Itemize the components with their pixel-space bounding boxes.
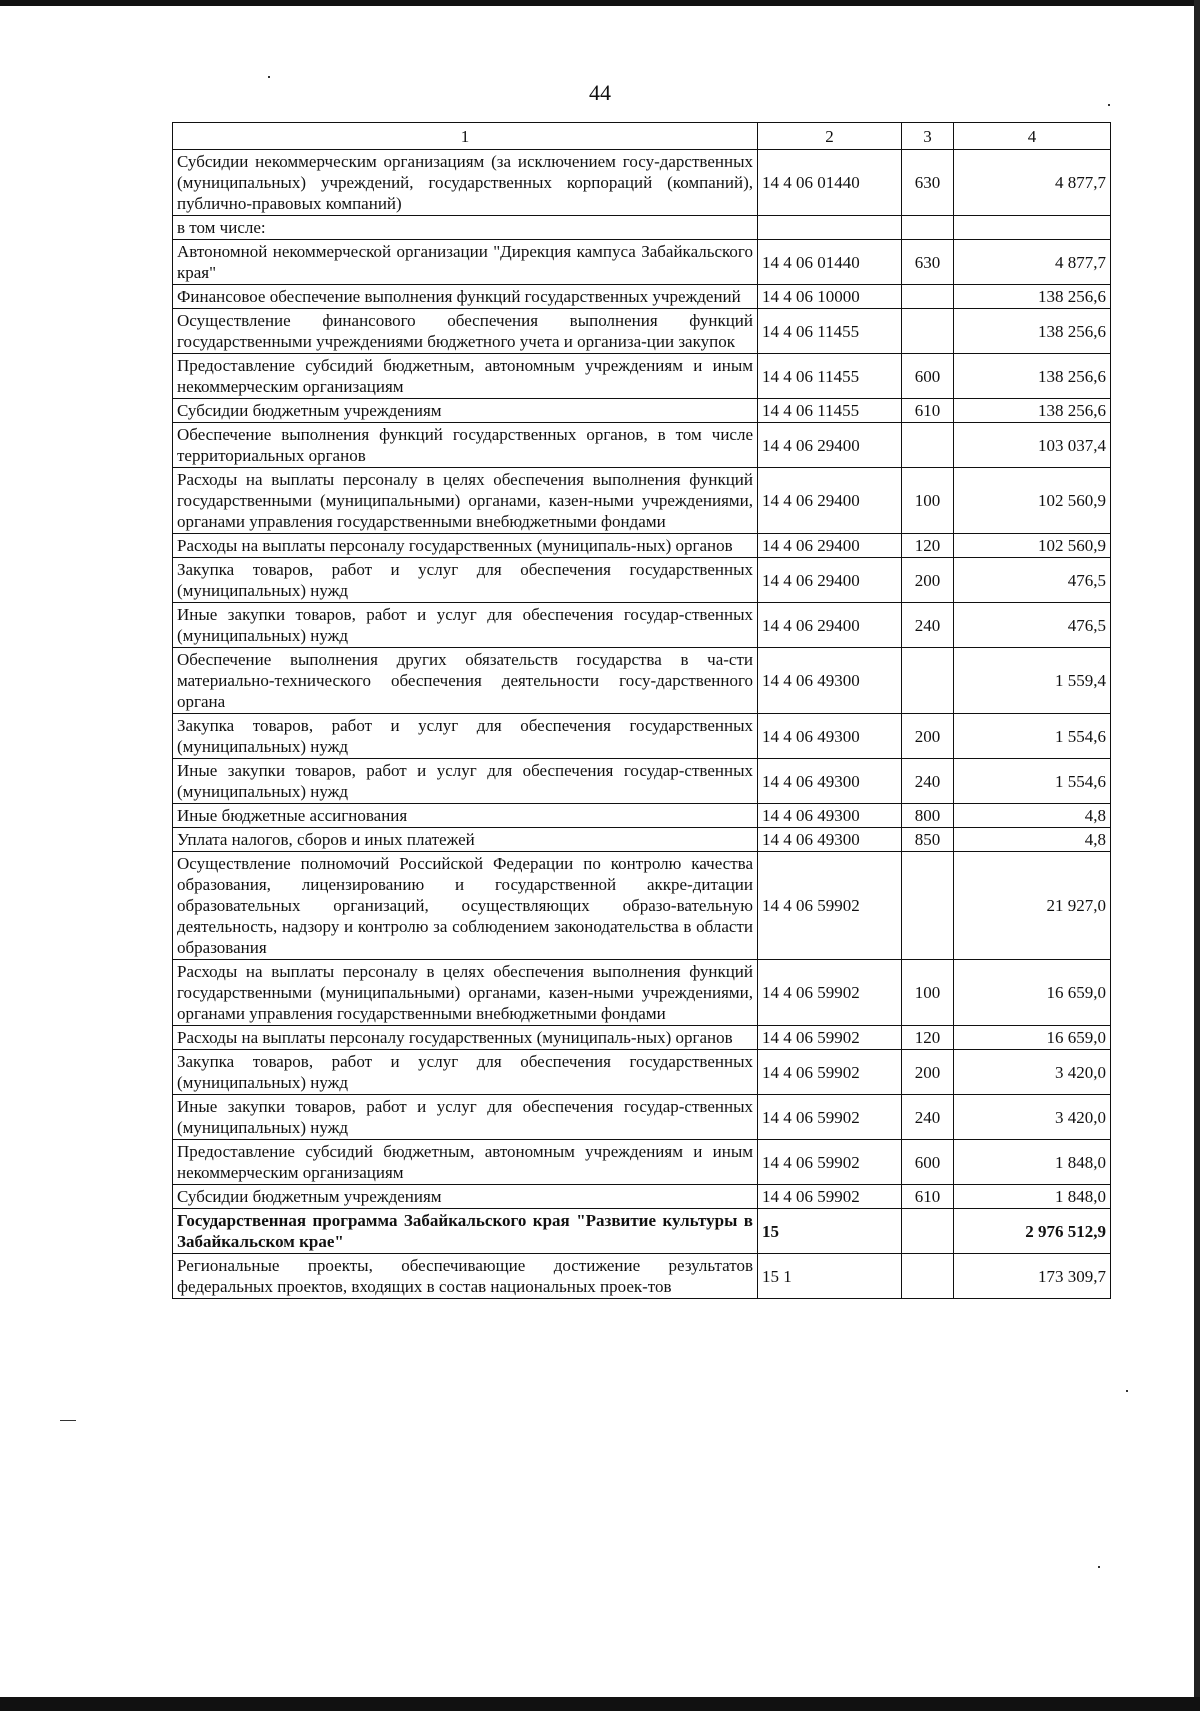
table-row bbox=[173, 852, 1111, 960]
table-row bbox=[173, 804, 1111, 828]
cell-name: Предоставление субсидий бюджетным, автономным учреждениям и иным некоммерческим организациям bbox=[173, 1140, 758, 1185]
column-header-name: 1 bbox=[173, 123, 758, 150]
table-row bbox=[173, 648, 1111, 714]
table-row bbox=[173, 603, 1111, 648]
column-header-vr: 3 bbox=[902, 123, 954, 150]
cell-code: 14 4 06 11455 bbox=[758, 399, 902, 423]
column-header-sum: 4 bbox=[954, 123, 1111, 150]
cell-amount: 1 848,0 bbox=[954, 1185, 1111, 1209]
cell-name: Осуществление полномочий Российской Федерации по контролю качества образования, лицензированию и государственной аккре-дитации образовательных организаций, осуществляющих образо-вательную деятельность, надзору и контролю за соблюдением законодательства в области образования bbox=[173, 852, 758, 960]
cell-expense-type bbox=[902, 216, 954, 240]
table-row bbox=[173, 1026, 1111, 1050]
cell-amount: 476,5 bbox=[954, 558, 1111, 603]
table-header bbox=[173, 123, 1111, 150]
cell-amount: 138 256,6 bbox=[954, 354, 1111, 399]
table-row bbox=[173, 240, 1111, 285]
cell-amount: 16 659,0 bbox=[954, 960, 1111, 1026]
budget-table bbox=[172, 122, 1111, 1299]
cell-expense-type: 120 bbox=[902, 1026, 954, 1050]
table-row bbox=[173, 1185, 1111, 1209]
cell-name: Иные закупки товаров, работ и услуг для обеспечения государ-ственных (муниципальных) нужд bbox=[173, 1095, 758, 1140]
cell-name: Осуществление финансового обеспечения выполнения функций государственными учреждениями бюджетного учета и организа-ции закупок bbox=[173, 309, 758, 354]
cell-amount: 1 554,6 bbox=[954, 714, 1111, 759]
scan-speck bbox=[1126, 1390, 1128, 1392]
table-row bbox=[173, 759, 1111, 804]
cell-amount: 1 559,4 bbox=[954, 648, 1111, 714]
cell-code: 14 4 06 01440 bbox=[758, 150, 902, 216]
table-row bbox=[173, 714, 1111, 759]
cell-code bbox=[758, 216, 902, 240]
scan-edge-right bbox=[1194, 0, 1200, 1711]
cell-code: 15 bbox=[758, 1209, 902, 1254]
cell-amount: 2 976 512,9 bbox=[954, 1209, 1111, 1254]
scan-speck bbox=[1098, 1566, 1100, 1568]
cell-expense-type: 630 bbox=[902, 150, 954, 216]
table-row bbox=[173, 216, 1111, 240]
cell-code: 14 4 06 29400 bbox=[758, 534, 902, 558]
cell-name: Региональные проекты, обеспечивающие достижение результатов федеральных проектов, входящих в состав национальных проек-тов bbox=[173, 1254, 758, 1299]
cell-name: Обеспечение выполнения других обязательств государства в ча-сти материально-технического обеспечения деятельности госу-дарственного органа bbox=[173, 648, 758, 714]
cell-code: 14 4 06 11455 bbox=[758, 309, 902, 354]
cell-name: Закупка товаров, работ и услуг для обеспечения государственных (муниципальных) нужд bbox=[173, 558, 758, 603]
cell-code: 14 4 06 59902 bbox=[758, 1185, 902, 1209]
cell-expense-type bbox=[902, 1209, 954, 1254]
table-row bbox=[173, 828, 1111, 852]
cell-name: Расходы на выплаты персоналу в целях обеспечения выполнения функций государственными (муниципальными) органами, казен-ными учреждениями, органами управления государственными внебюджетными фондами bbox=[173, 960, 758, 1026]
cell-expense-type: 240 bbox=[902, 1095, 954, 1140]
cell-name: Предоставление субсидий бюджетным, автономным учреждениям и иным некоммерческим организациям bbox=[173, 354, 758, 399]
cell-name: Иные бюджетные ассигнования bbox=[173, 804, 758, 828]
cell-amount: 476,5 bbox=[954, 603, 1111, 648]
table-row bbox=[173, 423, 1111, 468]
cell-code: 14 4 06 29400 bbox=[758, 603, 902, 648]
table-body bbox=[173, 150, 1111, 1299]
cell-name: Автономной некоммерческой организации "Дирекция кампуса Забайкальского края" bbox=[173, 240, 758, 285]
cell-code: 14 4 06 59902 bbox=[758, 1026, 902, 1050]
table-row bbox=[173, 354, 1111, 399]
table-row bbox=[173, 399, 1111, 423]
cell-amount: 4 877,7 bbox=[954, 240, 1111, 285]
cell-name: Иные закупки товаров, работ и услуг для обеспечения государ-ственных (муниципальных) нужд bbox=[173, 759, 758, 804]
cell-amount: 138 256,6 bbox=[954, 309, 1111, 354]
cell-amount: 3 420,0 bbox=[954, 1050, 1111, 1095]
table-row bbox=[173, 150, 1111, 216]
cell-amount: 16 659,0 bbox=[954, 1026, 1111, 1050]
cell-expense-type bbox=[902, 309, 954, 354]
table-row bbox=[173, 285, 1111, 309]
scan-dash bbox=[60, 1420, 76, 1421]
cell-name: Государственная программа Забайкальского края "Развитие культуры в Забайкальском крае" bbox=[173, 1209, 758, 1254]
cell-amount: 138 256,6 bbox=[954, 399, 1111, 423]
cell-code: 14 4 06 11455 bbox=[758, 354, 902, 399]
cell-amount: 103 037,4 bbox=[954, 423, 1111, 468]
table-row bbox=[173, 468, 1111, 534]
cell-expense-type bbox=[902, 648, 954, 714]
cell-amount: 173 309,7 bbox=[954, 1254, 1111, 1299]
cell-code: 14 4 06 59902 bbox=[758, 852, 902, 960]
table-row bbox=[173, 1050, 1111, 1095]
cell-amount bbox=[954, 216, 1111, 240]
cell-code: 14 4 06 29400 bbox=[758, 468, 902, 534]
cell-amount: 138 256,6 bbox=[954, 285, 1111, 309]
cell-expense-type: 120 bbox=[902, 534, 954, 558]
header-row bbox=[173, 123, 1111, 150]
cell-code: 15 1 bbox=[758, 1254, 902, 1299]
cell-expense-type: 200 bbox=[902, 1050, 954, 1095]
table-row bbox=[173, 1209, 1111, 1254]
cell-code: 14 4 06 01440 bbox=[758, 240, 902, 285]
cell-amount: 4,8 bbox=[954, 828, 1111, 852]
cell-expense-type: 200 bbox=[902, 714, 954, 759]
table-row bbox=[173, 558, 1111, 603]
scan-speck bbox=[1108, 104, 1110, 106]
cell-expense-type bbox=[902, 285, 954, 309]
cell-code: 14 4 06 59902 bbox=[758, 960, 902, 1026]
cell-code: 14 4 06 59902 bbox=[758, 1050, 902, 1095]
table-row bbox=[173, 1254, 1111, 1299]
table-row bbox=[173, 309, 1111, 354]
cell-expense-type: 600 bbox=[902, 354, 954, 399]
cell-expense-type: 240 bbox=[902, 759, 954, 804]
cell-expense-type: 100 bbox=[902, 960, 954, 1026]
cell-name: Иные закупки товаров, работ и услуг для обеспечения государ-ственных (муниципальных) нужд bbox=[173, 603, 758, 648]
table-row bbox=[173, 1140, 1111, 1185]
cell-expense-type: 240 bbox=[902, 603, 954, 648]
cell-expense-type: 600 bbox=[902, 1140, 954, 1185]
cell-name: Обеспечение выполнения функций государственных органов, в том числе территориальных органов bbox=[173, 423, 758, 468]
cell-expense-type: 100 bbox=[902, 468, 954, 534]
cell-expense-type: 610 bbox=[902, 1185, 954, 1209]
cell-amount: 4 877,7 bbox=[954, 150, 1111, 216]
column-header-code: 2 bbox=[758, 123, 902, 150]
scan-speck bbox=[268, 76, 270, 78]
cell-expense-type bbox=[902, 423, 954, 468]
cell-amount: 1 554,6 bbox=[954, 759, 1111, 804]
cell-amount: 1 848,0 bbox=[954, 1140, 1111, 1185]
cell-code: 14 4 06 49300 bbox=[758, 828, 902, 852]
cell-name: Уплата налогов, сборов и иных платежей bbox=[173, 828, 758, 852]
cell-name: Расходы на выплаты персоналу в целях обеспечения выполнения функций государственными (муниципальными) органами, казен-ными учреждениями, органами управления государственными внебюджетными фондами bbox=[173, 468, 758, 534]
cell-amount: 21 927,0 bbox=[954, 852, 1111, 960]
cell-name: Субсидии некоммерческим организациям (за исключением госу-дарственных (муниципальных) учреждений, государственных корпораций (компаний), публично-правовых компаний) bbox=[173, 150, 758, 216]
cell-code: 14 4 06 29400 bbox=[758, 558, 902, 603]
cell-name: в том числе: bbox=[173, 216, 758, 240]
cell-name: Субсидии бюджетным учреждениям bbox=[173, 1185, 758, 1209]
cell-expense-type: 800 bbox=[902, 804, 954, 828]
cell-name: Финансовое обеспечение выполнения функций государственных учреждений bbox=[173, 285, 758, 309]
cell-expense-type bbox=[902, 852, 954, 960]
cell-expense-type: 200 bbox=[902, 558, 954, 603]
cell-amount: 3 420,0 bbox=[954, 1095, 1111, 1140]
cell-code: 14 4 06 49300 bbox=[758, 804, 902, 828]
table-row bbox=[173, 534, 1111, 558]
page-number: 44 bbox=[589, 80, 611, 105]
table-row bbox=[173, 960, 1111, 1026]
cell-code: 14 4 06 10000 bbox=[758, 285, 902, 309]
table-row bbox=[173, 1095, 1111, 1140]
cell-expense-type: 610 bbox=[902, 399, 954, 423]
cell-name: Субсидии бюджетным учреждениям bbox=[173, 399, 758, 423]
cell-expense-type: 850 bbox=[902, 828, 954, 852]
cell-name: Расходы на выплаты персоналу государственных (муниципаль-ных) органов bbox=[173, 534, 758, 558]
scan-edge-top bbox=[0, 0, 1200, 6]
cell-amount: 102 560,9 bbox=[954, 534, 1111, 558]
scan-edge-bottom bbox=[0, 1697, 1200, 1711]
cell-code: 14 4 06 29400 bbox=[758, 423, 902, 468]
cell-expense-type bbox=[902, 1254, 954, 1299]
cell-expense-type: 630 bbox=[902, 240, 954, 285]
cell-code: 14 4 06 49300 bbox=[758, 648, 902, 714]
cell-name: Закупка товаров, работ и услуг для обеспечения государственных (муниципальных) нужд bbox=[173, 1050, 758, 1095]
cell-amount: 4,8 bbox=[954, 804, 1111, 828]
cell-name: Расходы на выплаты персоналу государственных (муниципаль-ных) органов bbox=[173, 1026, 758, 1050]
cell-name: Закупка товаров, работ и услуг для обеспечения государственных (муниципальных) нужд bbox=[173, 714, 758, 759]
cell-code: 14 4 06 49300 bbox=[758, 714, 902, 759]
cell-code: 14 4 06 59902 bbox=[758, 1140, 902, 1185]
cell-amount: 102 560,9 bbox=[954, 468, 1111, 534]
cell-code: 14 4 06 59902 bbox=[758, 1095, 902, 1140]
cell-code: 14 4 06 49300 bbox=[758, 759, 902, 804]
